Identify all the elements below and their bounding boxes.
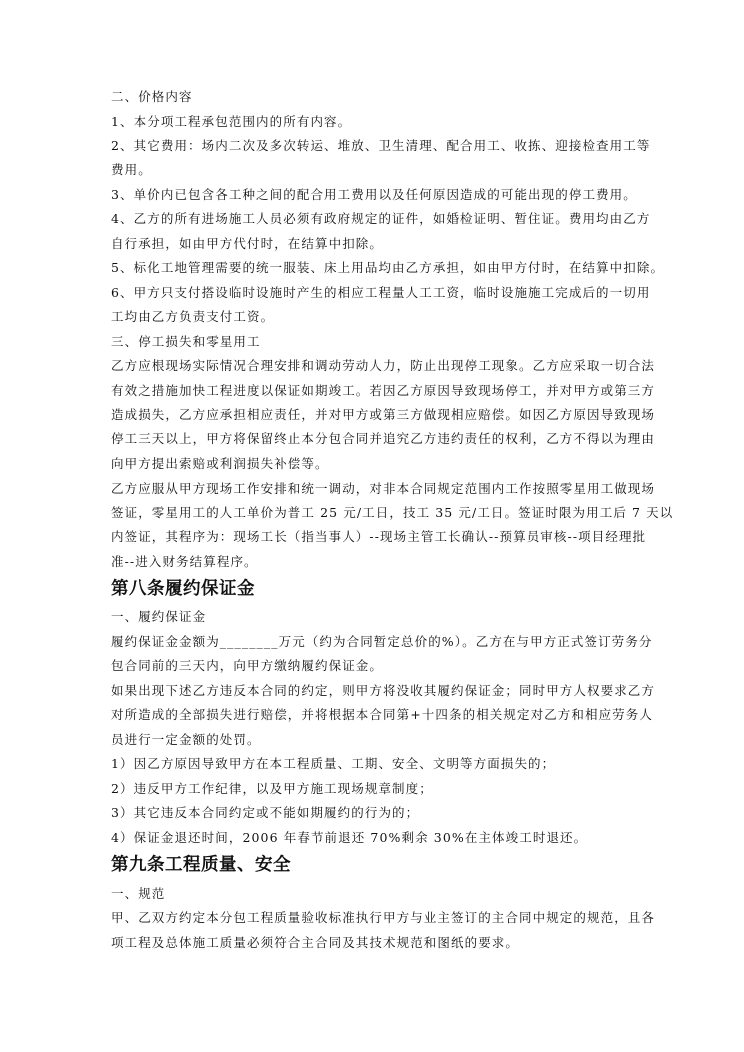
section-heading-specification: 一、规范	[111, 886, 166, 901]
list-item: 1）因乙方原因导致甲方在本工程质量、工期、安全、文明等方面损失的；	[111, 756, 556, 771]
paragraph-line: 包合同前的三天内，向甲方缴纳履约保证金。	[111, 658, 384, 673]
paragraph-line: 造成损失，乙方应承担相应责任，并对甲方或第三方做现相应赔偿。如因乙方原因导致现场	[111, 407, 656, 422]
paragraph-line: 对所造成的全部损失进行赔偿，并将根据本合同第+十四条的相关规定对乙方和相应劳务人	[111, 707, 653, 722]
article-8-heading: 第八条履约保证金	[111, 579, 255, 599]
paragraph-line: 甲、乙双方约定本分包工程质量验收标准执行甲方与业主签订的主合同中规定的规范，且各	[111, 910, 656, 925]
paragraph-line: 自行承担，如由甲方代付时，在结算中扣除。	[111, 236, 384, 251]
paragraph-line: 签证，零星用工的人工单价为普工 25 元/工日，技工 35 元/工日。签证时限为用工后 7 天以	[111, 505, 674, 520]
paragraph-line: 项工程及总体施工质量必须符合主合同及其技术规范和图纸的要求。	[111, 935, 520, 950]
article-9-heading: 第九条工程质量、安全	[111, 855, 291, 875]
paragraph-line: 内签证，其程序为：现场工长（指当事人）--现场主管工长确认--预算员审核--项目经理批	[111, 529, 647, 544]
section-heading-stoppage: 三、停工损失和零星用工	[111, 334, 261, 349]
paragraph-line: 乙方应服从甲方现场工作安排和统一调动，对非本合同规定范围内工作按照零星用工做现场	[111, 481, 656, 496]
paragraph-line: 4、乙方的所有进场施工人员必须有政府规定的证件，如婚检证明、暂住证。费用均由乙方	[111, 211, 651, 226]
paragraph-line: 有效之措施加快工程进度以保证如期竣工。若因乙方原因导致现场停工，并对甲方或第三方	[111, 383, 656, 398]
list-item: 4）保证金退还时间，2006 年春节前退还 70%剩余 30%在主体竣工时退还。	[111, 830, 588, 845]
paragraph-line: 工均由乙方负责支付工资。	[111, 309, 275, 324]
paragraph-line: 履约保证金金额为________万元（约为合同暂定总价的%）。乙方在与甲方正式签订劳务分	[111, 634, 653, 649]
paragraph-line: 停工三天以上，甲方将保留终止本分包合同并追究乙方违约责任的权利，乙方不得以为理由	[111, 431, 656, 446]
list-item: 2）违反甲方工作纪律，以及甲方施工现场规章制度；	[111, 781, 433, 796]
paragraph-line: 员进行一定金额的处罚。	[111, 732, 261, 747]
paragraph-line: 费用。	[111, 162, 152, 177]
paragraph-line: 向甲方提出索赔或利润损失补偿等。	[111, 456, 329, 471]
paragraph-line: 乙方应根现场实际情况合理安排和调动劳动人力，防止出现停工现象。乙方应采取一切合法	[111, 358, 656, 373]
paragraph-line: 5、标化工地管理需要的统一服装、床上用品均由乙方承担，如由甲方付时，在结算中扣除。	[111, 260, 665, 275]
paragraph-line: 准--进入财务结算程序。	[111, 554, 258, 569]
paragraph-line: 1、本分项工程承包范围内的所有内容。	[111, 114, 352, 129]
paragraph-line: 如果出现下述乙方违反本合同的约定，则甲方将没收其履约保证金；同时甲方人权要求乙方	[111, 683, 656, 698]
paragraph-line: 6、甲方只支付搭设临时设施时产生的相应工程量人工工资，临时设施施工完成后的一切用	[111, 285, 651, 300]
paragraph-line: 2、其它费用：场内二次及多次转运、堆放、卫生清理、配合用工、收拣、迎接检查用工等	[111, 138, 651, 153]
paragraph-line: 3、单价内已包含各工种之间的配合用工费用以及任何原因造成的可能出现的停工费用。	[111, 187, 637, 202]
section-heading-price: 二、价格内容	[111, 89, 193, 104]
list-item: 3）其它违反本合同约定或不能如期履约的行为的；	[111, 805, 420, 820]
section-heading-performance-bond: 一、履约保证金	[111, 609, 207, 624]
